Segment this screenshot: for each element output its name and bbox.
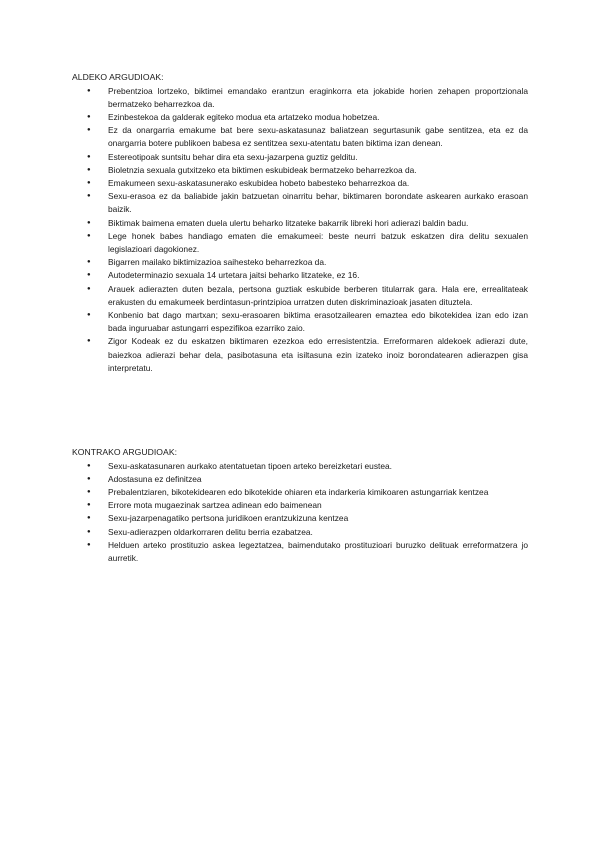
list-item: ● Lege honek babes handiago ematen die emakumeei: beste neurri batzuk eskatzen dira delitu sexualen legislazioari dagokionez. <box>72 230 528 256</box>
con-arguments-heading: KONTRAKO ARGUDIOAK: <box>72 447 178 457</box>
pro-arguments-heading: ALDEKO ARGUDIOAK: <box>72 72 164 82</box>
list-item: ● Sexu-askatasunaren aurkako atentatuetan tipoen arteko bereizketari eustea. <box>72 460 528 473</box>
list-item: ● Estereotipoak suntsitu behar dira eta sexu-jazarpena guztiz gelditu. <box>72 151 528 164</box>
list-item: ● Helduen arteko prostituzio askea legeztatzea, baimendutako prostituzioari buruzko delituak erreformatzera jo aurretik. <box>72 539 528 565</box>
pro-arguments-section <box>72 71 528 375</box>
list-item: ● Prebalentziaren, bikotekidearen edo bikotekide ohiaren eta indarkeria kimikoaren astungarriak kentzea <box>72 486 528 499</box>
pro-arguments-list <box>72 85 528 375</box>
list-item: ● Bioletnzia sexuala gutxitzeko eta biktimen eskubideak bermatzeko beharrezkoa da. <box>72 164 528 177</box>
list-item: ● Errore mota mugaezinak sartzea adinean edo baimenean <box>72 499 528 512</box>
list-item: ● Ez da onargarria emakume bat bere sexu-askatasunaz baliatzean segurtasunik gabe sentitzea, eta ez da onargarria botere publikoen babesa ez sentitzea sexu-atentatu baten biktima izan denean. <box>72 124 528 150</box>
con-arguments-section <box>72 446 528 565</box>
list-item: ● Autodeterminazio sexuala 14 urtetara jaitsi beharko litzateke, ez 16. <box>72 269 528 282</box>
list-item: ● Sexu-adierazpen oldarkorraren delitu berria ezabatzea. <box>72 526 528 539</box>
list-item: ● Prebentzioa lortzeko, biktimei emandako erantzun eraginkorra eta jokabide horien zehapen proportzionala bermatzeko beharrezkoa da. <box>72 85 528 111</box>
list-item: ● Konbenio bat dago martxan; sexu-erasoaren biktima erasotzailearen emaztea edo bikotekidea izan edo izan bada inguruabar astungarri espezifikoa ezarriko zaio. <box>72 309 528 335</box>
con-arguments-list <box>72 460 528 566</box>
list-item: ● Sexu-jazarpenagatiko pertsona juridikoen erantzukizuna kentzea <box>72 512 528 525</box>
list-item: ● Arauek adierazten duten bezala, pertsona guztiak eskubide berberen titularrak gara. Hala ere, errealitateak erakusten du emakumeek berdintasun-printzipioa urratzen duten diskriminazioak jasaten dituztela. <box>72 283 528 309</box>
list-item: ● Biktimak baimena ematen duela ulertu beharko litzateke bakarrik libreki hori adierazi baldin badu. <box>72 217 528 230</box>
list-item: ● Ezinbestekoa da galderak egiteko modua eta artatzeko modua hobetzea. <box>72 111 528 124</box>
list-item: ● Zigor Kodeak ez du eskatzen biktimaren ezezkoa edo erresistentzia. Erreformaren aldekoek adierazi dute, baiezkoa adierazi behar dela, pasibotasuna eta isiltasuna ezin izateko inoiz borondatearen adierazpen gisa interpretatu. <box>72 335 528 375</box>
list-item: ● Sexu-erasoa ez da baliabide jakin batzuetan oinarritu behar, biktimaren borondate askearen aurkako erasoan baizik. <box>72 190 528 216</box>
list-item: ● Emakumeen sexu-askatasunerako eskubidea hobeto babesteko beharrezkoa da. <box>72 177 528 190</box>
list-item: ● Adostasuna ez definitzea <box>72 473 528 486</box>
list-item: ● Bigarren mailako biktimizazioa saihesteko beharrezkoa da. <box>72 256 528 269</box>
